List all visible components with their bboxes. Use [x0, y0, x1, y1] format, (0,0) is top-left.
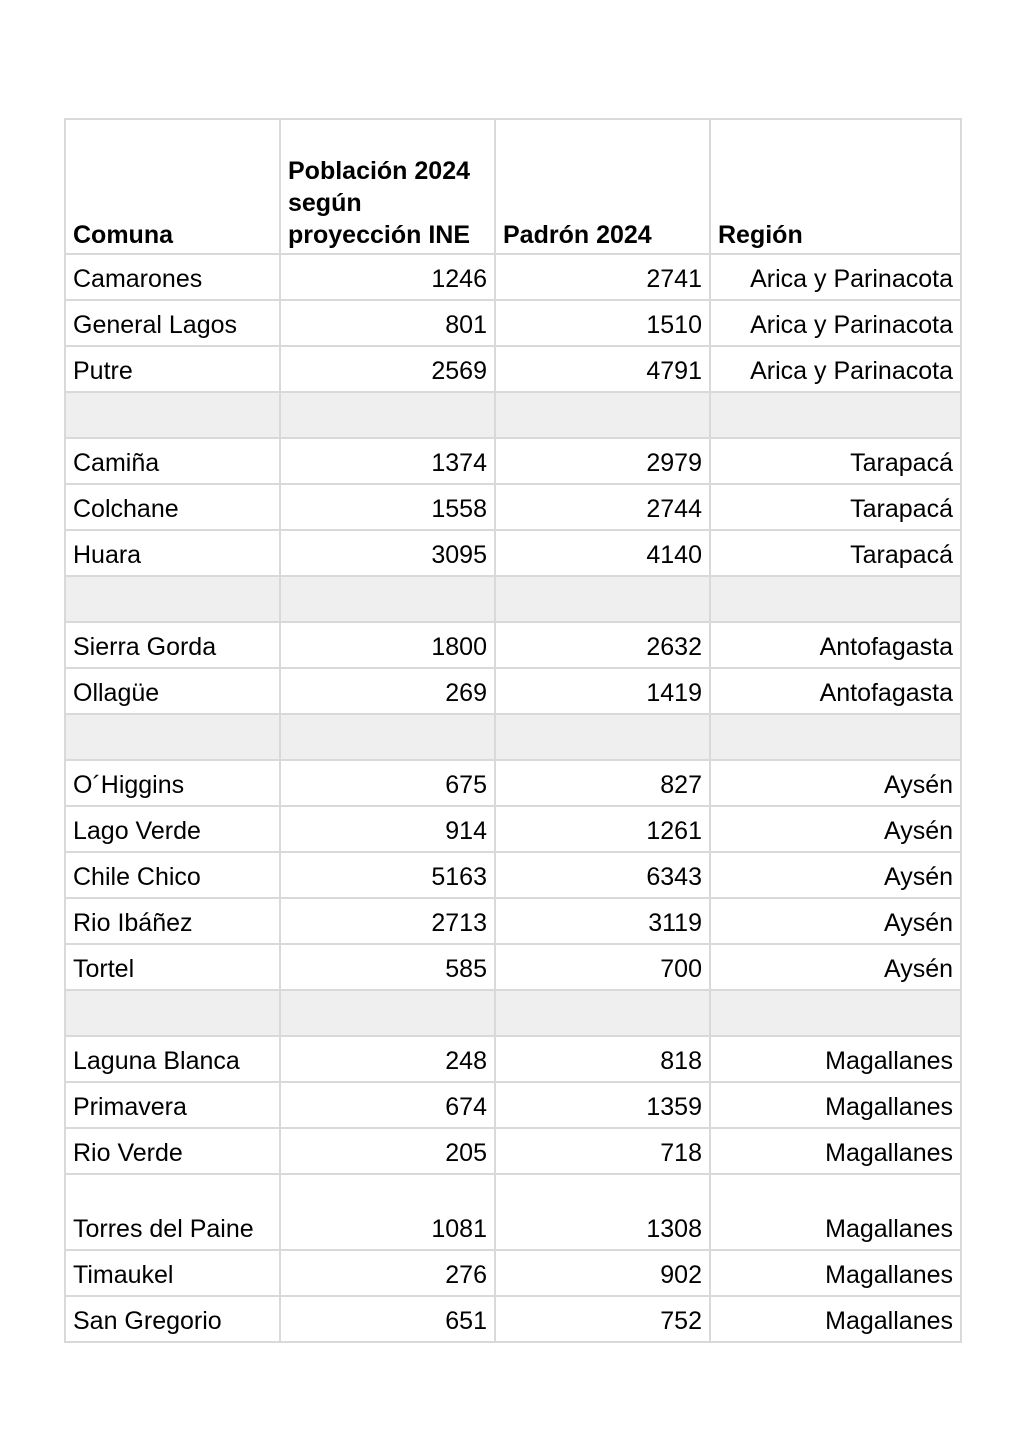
cell-comuna: Camiña: [65, 438, 280, 484]
cell-padron: 1510: [495, 300, 710, 346]
header-row: [65, 119, 961, 254]
separator-cell: [710, 990, 961, 1036]
cell-padron: 4791: [495, 346, 710, 392]
cell-comuna: O´Higgins: [65, 760, 280, 806]
cell-padron: 827: [495, 760, 710, 806]
cell-poblacion: 3095: [280, 530, 495, 576]
cell-poblacion: 205: [280, 1128, 495, 1174]
table-row: [65, 1036, 961, 1082]
cell-comuna: Rio Verde: [65, 1128, 280, 1174]
table-header: [65, 119, 961, 254]
cell-comuna: Colchane: [65, 484, 280, 530]
separator-cell: [710, 714, 961, 760]
cell-poblacion: 675: [280, 760, 495, 806]
cell-poblacion: 2713: [280, 898, 495, 944]
cell-comuna: Tortel: [65, 944, 280, 990]
cell-padron: 2979: [495, 438, 710, 484]
table-row: [65, 852, 961, 898]
cell-comuna: Timaukel: [65, 1250, 280, 1296]
cell-region: Aysén: [710, 898, 961, 944]
table-row: [65, 1128, 961, 1174]
cell-poblacion: 248: [280, 1036, 495, 1082]
separator-row: [65, 990, 961, 1036]
cell-padron: 902: [495, 1250, 710, 1296]
cell-poblacion: 276: [280, 1250, 495, 1296]
cell-comuna: Torres del Paine: [65, 1174, 280, 1250]
cell-region: Aysén: [710, 760, 961, 806]
header-region: Región: [710, 119, 961, 254]
separator-cell: [495, 990, 710, 1036]
cell-poblacion: 801: [280, 300, 495, 346]
cell-region: Magallanes: [710, 1036, 961, 1082]
table-row: [65, 484, 961, 530]
cell-padron: 2744: [495, 484, 710, 530]
cell-poblacion: 2569: [280, 346, 495, 392]
cell-comuna: Sierra Gorda: [65, 622, 280, 668]
cell-region: Aysén: [710, 806, 961, 852]
separator-cell: [65, 714, 280, 760]
cell-region: Tarapacá: [710, 438, 961, 484]
cell-poblacion: 585: [280, 944, 495, 990]
table-row: [65, 898, 961, 944]
cell-padron: 1419: [495, 668, 710, 714]
table-row: [65, 760, 961, 806]
cell-padron: 6343: [495, 852, 710, 898]
cell-comuna: Huara: [65, 530, 280, 576]
cell-region: Arica y Parinacota: [710, 346, 961, 392]
cell-padron: 818: [495, 1036, 710, 1082]
cell-comuna: San Gregorio: [65, 1296, 280, 1342]
separator-cell: [710, 392, 961, 438]
cell-poblacion: 5163: [280, 852, 495, 898]
cell-region: Magallanes: [710, 1128, 961, 1174]
cell-comuna: Camarones: [65, 254, 280, 300]
cell-poblacion: 1558: [280, 484, 495, 530]
separator-cell: [710, 576, 961, 622]
cell-padron: 718: [495, 1128, 710, 1174]
cell-region: Aysén: [710, 944, 961, 990]
table-row: [65, 1250, 961, 1296]
cell-padron: 4140: [495, 530, 710, 576]
header-poblacion: Población 2024 según proyección INE: [280, 119, 495, 254]
separator-row: [65, 392, 961, 438]
table-row: [65, 254, 961, 300]
cell-padron: 2741: [495, 254, 710, 300]
separator-cell: [65, 576, 280, 622]
table-row: [65, 622, 961, 668]
cell-poblacion: 914: [280, 806, 495, 852]
cell-region: Tarapacá: [710, 484, 961, 530]
table-row: [65, 300, 961, 346]
cell-region: Magallanes: [710, 1082, 961, 1128]
table-row: [65, 1296, 961, 1342]
separator-cell: [280, 392, 495, 438]
cell-poblacion: 1081: [280, 1174, 495, 1250]
cell-comuna: Laguna Blanca: [65, 1036, 280, 1082]
separator-row: [65, 576, 961, 622]
cell-poblacion: 269: [280, 668, 495, 714]
cell-comuna: Lago Verde: [65, 806, 280, 852]
header-padron: Padrón 2024: [495, 119, 710, 254]
cell-region: Magallanes: [710, 1174, 961, 1250]
separator-cell: [495, 392, 710, 438]
cell-padron: 1261: [495, 806, 710, 852]
table-row: [65, 1174, 961, 1250]
cell-region: Magallanes: [710, 1296, 961, 1342]
cell-padron: 2632: [495, 622, 710, 668]
cell-poblacion: 651: [280, 1296, 495, 1342]
cell-comuna: Primavera: [65, 1082, 280, 1128]
cell-poblacion: 674: [280, 1082, 495, 1128]
table-row: [65, 944, 961, 990]
table-row: [65, 668, 961, 714]
cell-region: Arica y Parinacota: [710, 300, 961, 346]
cell-region: Magallanes: [710, 1250, 961, 1296]
table-row: [65, 1082, 961, 1128]
population-table: [64, 118, 962, 1343]
header-comuna: Comuna: [65, 119, 280, 254]
cell-padron: 700: [495, 944, 710, 990]
cell-padron: 3119: [495, 898, 710, 944]
separator-cell: [65, 392, 280, 438]
cell-region: Aysén: [710, 852, 961, 898]
cell-comuna: Putre: [65, 346, 280, 392]
table-row: [65, 438, 961, 484]
cell-comuna: General Lagos: [65, 300, 280, 346]
cell-poblacion: 1374: [280, 438, 495, 484]
cell-comuna: Chile Chico: [65, 852, 280, 898]
separator-cell: [65, 990, 280, 1036]
cell-region: Antofagasta: [710, 622, 961, 668]
separator-cell: [280, 990, 495, 1036]
separator-cell: [495, 714, 710, 760]
cell-comuna: Ollagüe: [65, 668, 280, 714]
table-row: [65, 346, 961, 392]
cell-padron: 752: [495, 1296, 710, 1342]
separator-cell: [280, 576, 495, 622]
separator-cell: [495, 576, 710, 622]
table-row: [65, 530, 961, 576]
cell-region: Tarapacá: [710, 530, 961, 576]
table-row: [65, 806, 961, 852]
cell-region: Arica y Parinacota: [710, 254, 961, 300]
cell-padron: 1359: [495, 1082, 710, 1128]
cell-comuna: Rio Ibáñez: [65, 898, 280, 944]
cell-poblacion: 1246: [280, 254, 495, 300]
separator-cell: [280, 714, 495, 760]
cell-padron: 1308: [495, 1174, 710, 1250]
cell-region: Antofagasta: [710, 668, 961, 714]
cell-poblacion: 1800: [280, 622, 495, 668]
table-body: [65, 254, 961, 1342]
separator-row: [65, 714, 961, 760]
